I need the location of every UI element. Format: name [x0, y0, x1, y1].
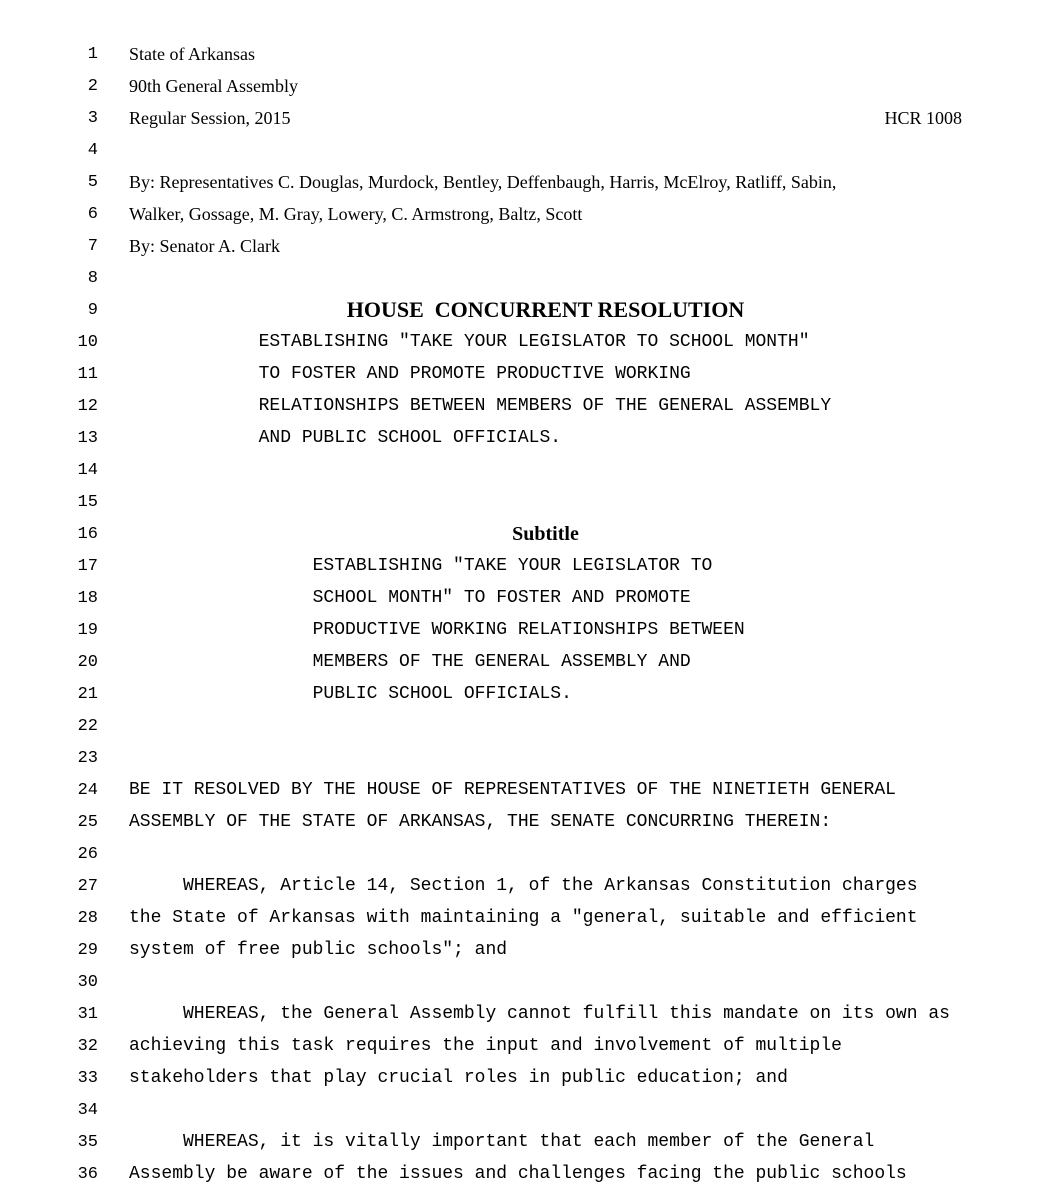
line-number: 33 — [77, 1068, 98, 1088]
line-number: 17 — [77, 556, 98, 576]
document-line — [0, 230, 1046, 262]
line-number: 8 — [87, 268, 98, 288]
line-number: 10 — [77, 332, 98, 352]
document-line — [0, 390, 1046, 422]
line-text: ASSEMBLY OF THE STATE OF ARKANSAS, THE SENATE CONCURRING THEREIN: — [129, 812, 832, 832]
document-lines — [0, 38, 1046, 1190]
document-line — [0, 486, 1046, 518]
document-line — [0, 454, 1046, 486]
document-line — [0, 1062, 1046, 1094]
document-line — [0, 422, 1046, 454]
line-text: Subtitle — [512, 522, 579, 545]
line-text: Regular Session, 2015 — [129, 107, 291, 128]
line-text: ESTABLISHING "TAKE YOUR LEGISLATOR TO SCHOOL MONTH" — [129, 332, 810, 352]
line-number: 5 — [87, 172, 98, 192]
line-text: PUBLIC SCHOOL OFFICIALS. — [129, 684, 572, 704]
line-number: 26 — [77, 844, 98, 864]
document-line — [0, 902, 1046, 934]
line-number: 36 — [77, 1164, 98, 1184]
document-line — [0, 102, 1046, 134]
line-number: 28 — [77, 908, 98, 928]
line-number: 18 — [77, 588, 98, 608]
document-line — [0, 934, 1046, 966]
line-number: 7 — [87, 236, 98, 256]
line-text: MEMBERS OF THE GENERAL ASSEMBLY AND — [129, 652, 691, 672]
line-text: Assembly be aware of the issues and challenges facing the public schools — [129, 1164, 907, 1184]
document-line — [0, 838, 1046, 870]
line-text: By: Senator A. Clark — [129, 235, 280, 256]
line-text: ESTABLISHING "TAKE YOUR LEGISLATOR TO — [129, 556, 713, 576]
document-line — [0, 710, 1046, 742]
line-number: 35 — [77, 1132, 98, 1152]
line-text: achieving this task requires the input and involvement of multiple — [129, 1036, 842, 1056]
document-line — [0, 358, 1046, 390]
line-text: AND PUBLIC SCHOOL OFFICIALS. — [129, 428, 562, 448]
line-number: 30 — [77, 972, 98, 992]
line-text: State of Arkansas — [129, 43, 255, 64]
document-line — [0, 806, 1046, 838]
document-line — [0, 134, 1046, 166]
line-number: 9 — [87, 300, 98, 320]
document-line — [0, 1126, 1046, 1158]
document-line — [0, 550, 1046, 582]
line-text: WHEREAS, it is vitally important that each member of the General — [129, 1132, 875, 1152]
document-line — [0, 646, 1046, 678]
line-number: 11 — [77, 364, 98, 384]
document-line — [0, 1094, 1046, 1126]
line-text: BE IT RESOLVED BY THE HOUSE OF REPRESENTATIVES OF THE NINETIETH GENERAL — [129, 780, 896, 800]
line-number: 13 — [77, 428, 98, 448]
line-number: 2 — [87, 76, 98, 96]
document-line — [0, 166, 1046, 198]
line-text: HOUSE CONCURRENT RESOLUTION — [346, 297, 745, 322]
document-line — [0, 326, 1046, 358]
line-text: SCHOOL MONTH" TO FOSTER AND PROMOTE — [129, 588, 691, 608]
line-number: 25 — [77, 812, 98, 832]
line-number: 34 — [77, 1100, 98, 1120]
line-text: By: Representatives C. Douglas, Murdock, Bentley, Deffenbaugh, Harris, McElroy, Ratliff, Sabin, — [129, 171, 837, 192]
document-line — [0, 678, 1046, 710]
line-number: 24 — [77, 780, 98, 800]
line-text: WHEREAS, Article 14, Section 1, of the Arkansas Constitution charges — [129, 876, 918, 896]
doc-number: HCR 1008 — [884, 107, 962, 128]
line-number: 12 — [77, 396, 98, 416]
document-line — [0, 582, 1046, 614]
line-text: PRODUCTIVE WORKING RELATIONSHIPS BETWEEN — [129, 620, 745, 640]
line-number: 20 — [77, 652, 98, 672]
line-number: 31 — [77, 1004, 98, 1024]
line-number: 16 — [77, 524, 98, 544]
line-number: 27 — [77, 876, 98, 896]
document-line — [0, 998, 1046, 1030]
document-line — [0, 262, 1046, 294]
line-text: system of free public schools"; and — [129, 940, 508, 960]
document-line — [0, 742, 1046, 774]
document-line — [0, 198, 1046, 230]
document-line — [0, 614, 1046, 646]
line-text: TO FOSTER AND PROMOTE PRODUCTIVE WORKING — [129, 364, 691, 384]
document-line — [0, 38, 1046, 70]
line-text: stakeholders that play crucial roles in public education; and — [129, 1068, 788, 1088]
document-line — [0, 518, 1046, 550]
document-line — [0, 1030, 1046, 1062]
line-text: WHEREAS, the General Assembly cannot fulfill this mandate on its own as — [129, 1004, 950, 1024]
line-number: 22 — [77, 716, 98, 736]
line-number: 6 — [87, 204, 98, 224]
line-number: 1 — [87, 44, 98, 64]
line-number: 15 — [77, 492, 98, 512]
line-number: 32 — [77, 1036, 98, 1056]
document-line — [0, 774, 1046, 806]
document-line — [0, 70, 1046, 102]
document-line — [0, 966, 1046, 998]
line-number: 3 — [87, 108, 98, 128]
line-text: Walker, Gossage, M. Gray, Lowery, C. Armstrong, Baltz, Scott — [129, 203, 583, 224]
line-number: 23 — [77, 748, 98, 768]
line-number: 19 — [77, 620, 98, 640]
document-line — [0, 294, 1046, 326]
line-number: 29 — [77, 940, 98, 960]
line-number: 21 — [77, 684, 98, 704]
line-number: 4 — [87, 140, 98, 160]
document-line — [0, 1158, 1046, 1190]
line-text: RELATIONSHIPS BETWEEN MEMBERS OF THE GENERAL ASSEMBLY — [129, 396, 832, 416]
line-number: 14 — [77, 460, 98, 480]
line-text: 90th General Assembly — [129, 75, 298, 96]
line-text: the State of Arkansas with maintaining a "general, suitable and efficient — [129, 908, 918, 928]
document-line — [0, 870, 1046, 902]
